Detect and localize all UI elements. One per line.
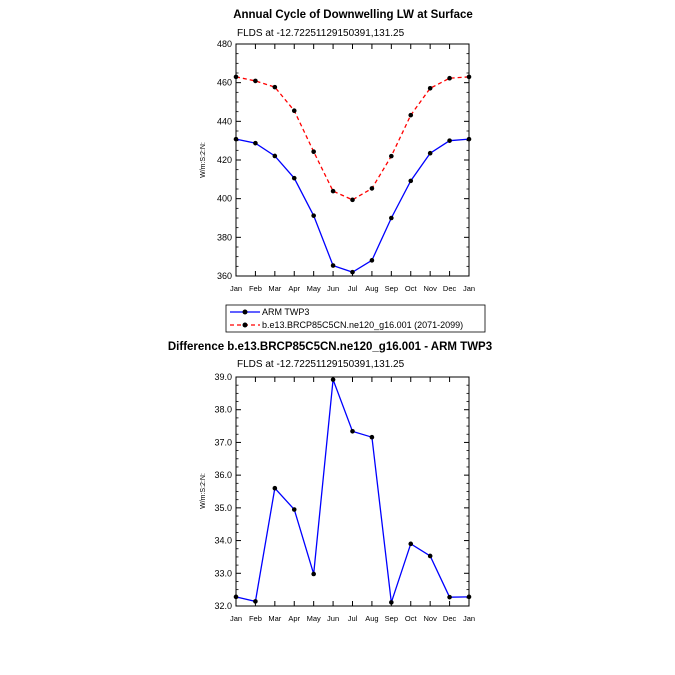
bottom-plot-frame <box>236 377 469 606</box>
series-0-point <box>234 595 239 600</box>
top-chart-subtitle: FLDS at -12.72251129150391,131.25 <box>237 28 405 39</box>
x-tick-label: Mar <box>268 614 282 623</box>
series-1-point <box>408 113 413 118</box>
series-0-point <box>428 554 433 559</box>
x-tick-label: Apr <box>288 284 301 293</box>
y-tick-label: 380 <box>216 232 232 243</box>
series-0-point <box>292 176 297 181</box>
series-0-point <box>389 216 394 221</box>
x-tick-label: Jan <box>462 614 476 623</box>
y-tick-label: 360 <box>216 271 232 281</box>
series-0-point <box>331 377 336 382</box>
x-tick-label: Mar <box>268 284 282 293</box>
series-0-point <box>447 138 452 143</box>
series-0-point <box>467 137 472 142</box>
series-1-point <box>350 198 355 203</box>
series-1-point <box>331 189 336 194</box>
series-0-point <box>234 137 239 142</box>
y-tick-label: 400 <box>216 193 232 204</box>
series-0-point <box>428 151 433 156</box>
bottom-chart-subtitle: FLDS at -12.72251129150391,131.25 <box>237 359 405 370</box>
x-tick-label: Nov <box>423 614 437 623</box>
series-0-point <box>253 599 258 604</box>
y-tick-label: 33.0 <box>214 568 232 579</box>
series-line-1 <box>236 77 469 200</box>
series-1-point <box>467 75 472 80</box>
series-1-point <box>292 108 297 113</box>
bottom-y-axis <box>214 372 469 611</box>
series-1-point <box>311 149 316 154</box>
y-tick-label: 39.0 <box>214 372 232 382</box>
top-chart-title: Annual Cycle of Downwelling LW at Surface <box>233 9 473 21</box>
series-1-point <box>273 85 278 90</box>
series-1-point <box>428 86 433 91</box>
y-tick-label: 37.0 <box>214 437 232 448</box>
top-series-group <box>234 75 472 275</box>
x-tick-label: Jun <box>327 284 340 293</box>
series-0-point <box>331 263 336 268</box>
series-1-point <box>447 76 452 81</box>
x-tick-label: Jan <box>462 284 476 293</box>
series-0-point <box>253 141 258 146</box>
series-0-point <box>370 258 375 263</box>
y-tick-label: 38.0 <box>214 404 232 415</box>
series-0-point <box>311 213 316 218</box>
series-0-point <box>370 435 375 440</box>
legend-marker-arm <box>243 310 248 315</box>
x-tick-label: Jan <box>229 614 243 623</box>
series-1-point <box>253 79 258 84</box>
x-tick-label: May <box>306 614 321 623</box>
series-line-0 <box>236 380 469 603</box>
y-tick-label: 35.0 <box>214 502 232 513</box>
x-tick-label: Apr <box>288 614 301 623</box>
x-tick-label: Aug <box>365 284 379 293</box>
series-0-point <box>350 429 355 434</box>
y-tick-label: 460 <box>216 77 232 88</box>
series-0-point <box>447 595 452 600</box>
x-tick-label: Sep <box>384 614 399 623</box>
legend-label-arm: ARM TWP3 <box>262 307 310 317</box>
series-1-point <box>370 186 375 191</box>
series-0-point <box>311 572 316 577</box>
series-0-point <box>467 595 472 600</box>
x-tick-label: Jan <box>229 284 243 293</box>
x-tick-label: Aug <box>365 614 379 623</box>
series-0-point <box>350 270 355 275</box>
bottom-x-axis <box>230 377 475 623</box>
series-line-0 <box>236 139 469 272</box>
x-tick-label: Dec <box>442 614 457 623</box>
top-x-axis <box>230 44 475 293</box>
y-tick-label: 36.0 <box>214 470 232 481</box>
y-tick-label: 440 <box>216 116 232 127</box>
x-tick-label: Oct <box>404 614 417 623</box>
bottom-series-group <box>234 377 472 604</box>
series-0-point <box>273 154 278 159</box>
series-1-point <box>234 75 239 80</box>
series-1-point <box>389 154 394 159</box>
series-0-point <box>408 542 413 547</box>
legend-marker-model <box>243 323 248 328</box>
series-0-point <box>273 486 278 491</box>
x-tick-label: Jun <box>327 614 340 623</box>
top-chart <box>200 9 485 332</box>
bottom-chart-title: Difference b.e13.BRCP85C5CN.ne120_g16.001 - ARM TWP3 <box>167 341 493 353</box>
x-tick-label: Nov <box>423 284 437 293</box>
legend-label-model: b.e13.BRCP85C5CN.ne120_g16.001 (2071-2099) <box>262 320 464 330</box>
x-tick-label: May <box>306 284 321 293</box>
x-tick-label: Oct <box>404 284 417 293</box>
series-0-point <box>292 507 297 512</box>
y-tick-label: 34.0 <box>214 535 232 546</box>
x-tick-label: Jul <box>347 284 358 293</box>
x-tick-label: Dec <box>442 284 457 293</box>
y-tick-label: 480 <box>216 39 232 49</box>
x-tick-label: Feb <box>248 284 262 293</box>
x-tick-label: Sep <box>384 284 399 293</box>
series-0-point <box>408 179 413 184</box>
bottom-y-axis-label: W/m:S:2:N: <box>200 473 207 509</box>
top-y-axis-label: W/m:S:2:N: <box>200 142 207 178</box>
x-tick-label: Feb <box>248 614 262 623</box>
series-0-point <box>389 600 394 605</box>
top-y-axis <box>217 39 469 281</box>
y-tick-label: 32.0 <box>214 601 232 611</box>
y-tick-label: 420 <box>216 155 232 165</box>
x-tick-label: Jul <box>347 614 358 623</box>
top-legend <box>226 305 485 332</box>
top-plot-frame <box>236 44 469 276</box>
bottom-chart <box>168 341 492 623</box>
